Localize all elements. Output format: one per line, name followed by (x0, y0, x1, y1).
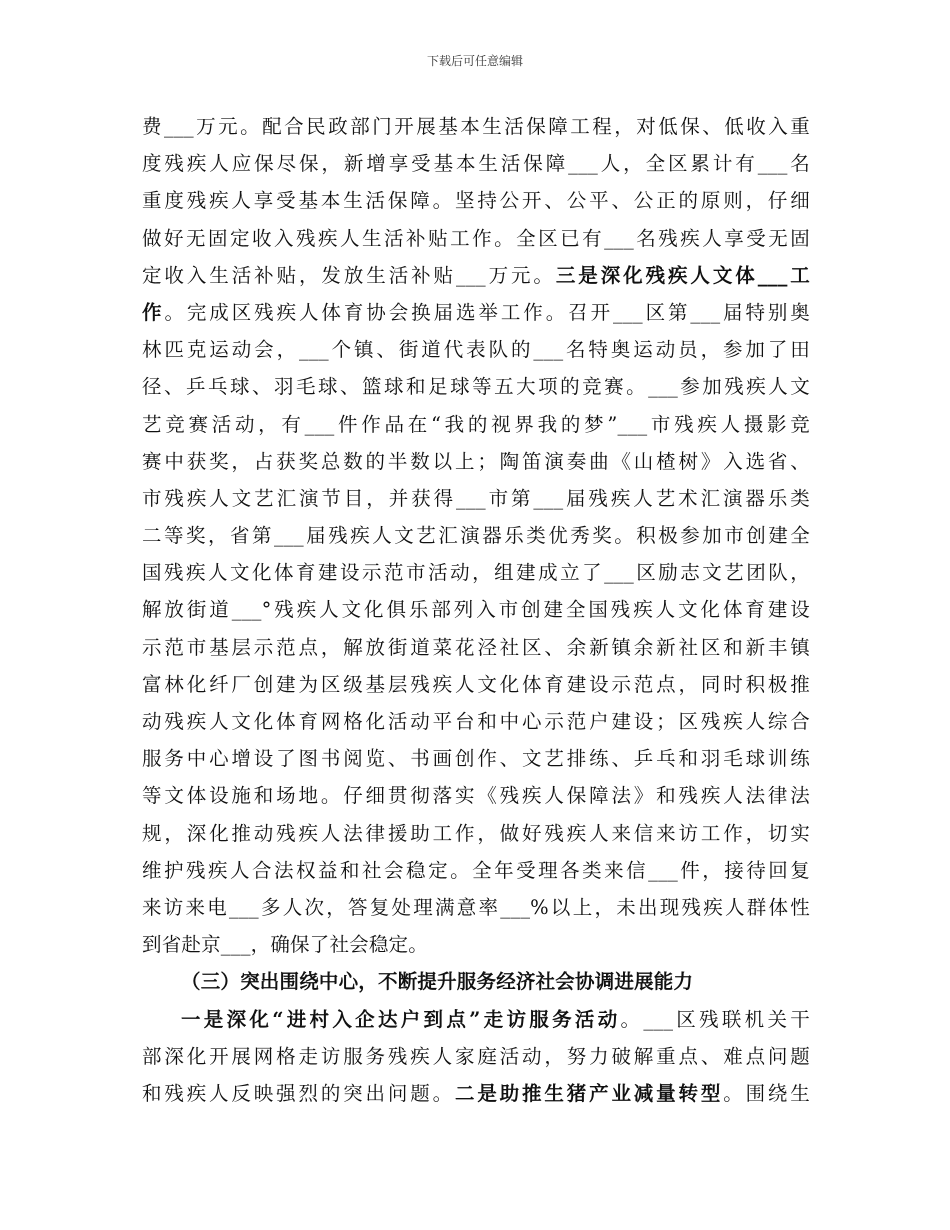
text-segment: 到省赴京___，确保了社会稳定。 (142, 933, 428, 957)
bold-text-segment: 二是助推生猪产业减量转型 (454, 1081, 724, 1105)
text-segment: 做好无固定收入残疾人生活补贴工作。全区已有___名残疾人享受无固 (142, 226, 810, 250)
text-line (142, 554, 810, 591)
text-line (142, 368, 810, 405)
text-line (142, 443, 810, 480)
bold-text-segment: 三是深化残疾人文体___工 (555, 263, 810, 287)
text-segment: 动残疾人文化体育网格化活动平台和中心示范户建设；区残疾人综合 (142, 710, 810, 733)
text-segment: 度残疾人应保尽保，新增享受基本生活保障___人，全区累计有___名 (142, 152, 810, 176)
text-line (142, 480, 810, 517)
text-segment: 国残疾人文化体育建设示范市活动，组建成立了___区励志文艺团队， (142, 561, 810, 585)
bold-text-segment: 一是深化“进村入企达户到点”走访服务活动 (181, 1007, 621, 1031)
text-line (142, 591, 810, 628)
text-segment: 解放街道___°残疾人文化俱乐部列入市创建全国残疾人文化体育建设 (142, 598, 810, 622)
text-segment: 维护残疾人合法权益和社会稳定。全年受理各类来信___件，接待回复 (142, 858, 810, 882)
text-segment: 服务中心增设了图书阅览、书画创作、文艺排练、乒乓和羽毛球训练 (142, 747, 810, 771)
text-segment: 重度残疾人享受基本生活保障。坚持公开、公平、公正的原则，仔细 (142, 189, 810, 213)
text-segment: 规，深化推动残疾人法律援助工作，做好残疾人来信来访工作，切实 (142, 821, 810, 845)
text-line (142, 517, 810, 554)
text-line (142, 926, 810, 963)
bold-text-segment: （三）突出围绕中心，不断提升服务经济社会协调进展能力 (181, 970, 694, 994)
text-segment: 示范市基层示范点，解放街道菜花泾社区、余新镇余新社区和新丰镇 (142, 635, 810, 659)
text-line (142, 108, 810, 145)
text-line (142, 629, 810, 666)
text-line (142, 145, 810, 182)
text-line (142, 1001, 810, 1038)
text-line (142, 1075, 810, 1112)
text-line (142, 740, 810, 777)
text-line (142, 220, 810, 257)
text-line (142, 777, 810, 814)
text-segment: 艺竞赛活动，有___件作品在“我的视界我的梦”___市残疾人摄影竞 (142, 412, 810, 436)
text-segment: 费___万元。配合民政部门开展基本生活保障工程，对低保、低收入重 (142, 115, 810, 138)
document-body (142, 108, 810, 1112)
text-line (142, 666, 810, 703)
text-segment: 赛中获奖，占获奖总数的半数以上；陶笛演奏曲《山楂树》入选省、 (142, 449, 810, 473)
bold-text-segment: 作 (142, 300, 165, 324)
text-segment: 。完成区残疾人体育协会换届选举工作。召开___区第___届特别奥 (164, 300, 810, 324)
text-line (142, 182, 810, 219)
text-segment: 部深化开展网格走访服务残疾人家庭活动，努力破解重点、难点问题 (142, 1044, 810, 1068)
text-segment: 径、乒乓球、羽毛球、篮球和足球等五大项的竞赛。___参加残疾人文 (142, 375, 810, 399)
text-segment: 定收入生活补贴，发放生活补贴___万元。 (142, 263, 556, 287)
text-line (142, 815, 810, 852)
text-line (142, 257, 810, 294)
section-heading (142, 963, 810, 1000)
text-line (142, 852, 810, 889)
text-segment: 来访来电___多人次，答复处理满意率___%以上，未出现残疾人群体性 (142, 895, 810, 919)
text-segment: 和残疾人反映强烈的突出问题。 (142, 1081, 455, 1105)
text-segment: 。围绕生 (723, 1081, 810, 1105)
text-line (142, 703, 810, 740)
text-line (142, 889, 810, 926)
text-segment: 。___区残联机关干 (620, 1007, 810, 1031)
text-segment: 等文体设施和场地。仔细贯彻落实《残疾人保障法》和残疾人法律法 (142, 784, 810, 808)
text-line (142, 406, 810, 443)
text-segment: 林匹克运动会，___个镇、街道代表队的___名特奥运动员，参加了田 (142, 338, 810, 362)
text-segment: 富林化纤厂创建为区级基层残疾人文化体育建设示范点，同时积极推 (142, 672, 810, 696)
text-segment: 二等奖，省第___届残疾人文艺汇演器乐类优秀奖。积极参加市创建全 (142, 524, 810, 548)
text-line (142, 294, 810, 331)
text-line (142, 331, 810, 368)
text-segment: 市残疾人文艺汇演节目，并获得___市第___届残疾人艺术汇演器乐类 (142, 486, 810, 510)
text-line (142, 1038, 810, 1075)
page-header: 下载后可任意编辑 (426, 54, 523, 68)
